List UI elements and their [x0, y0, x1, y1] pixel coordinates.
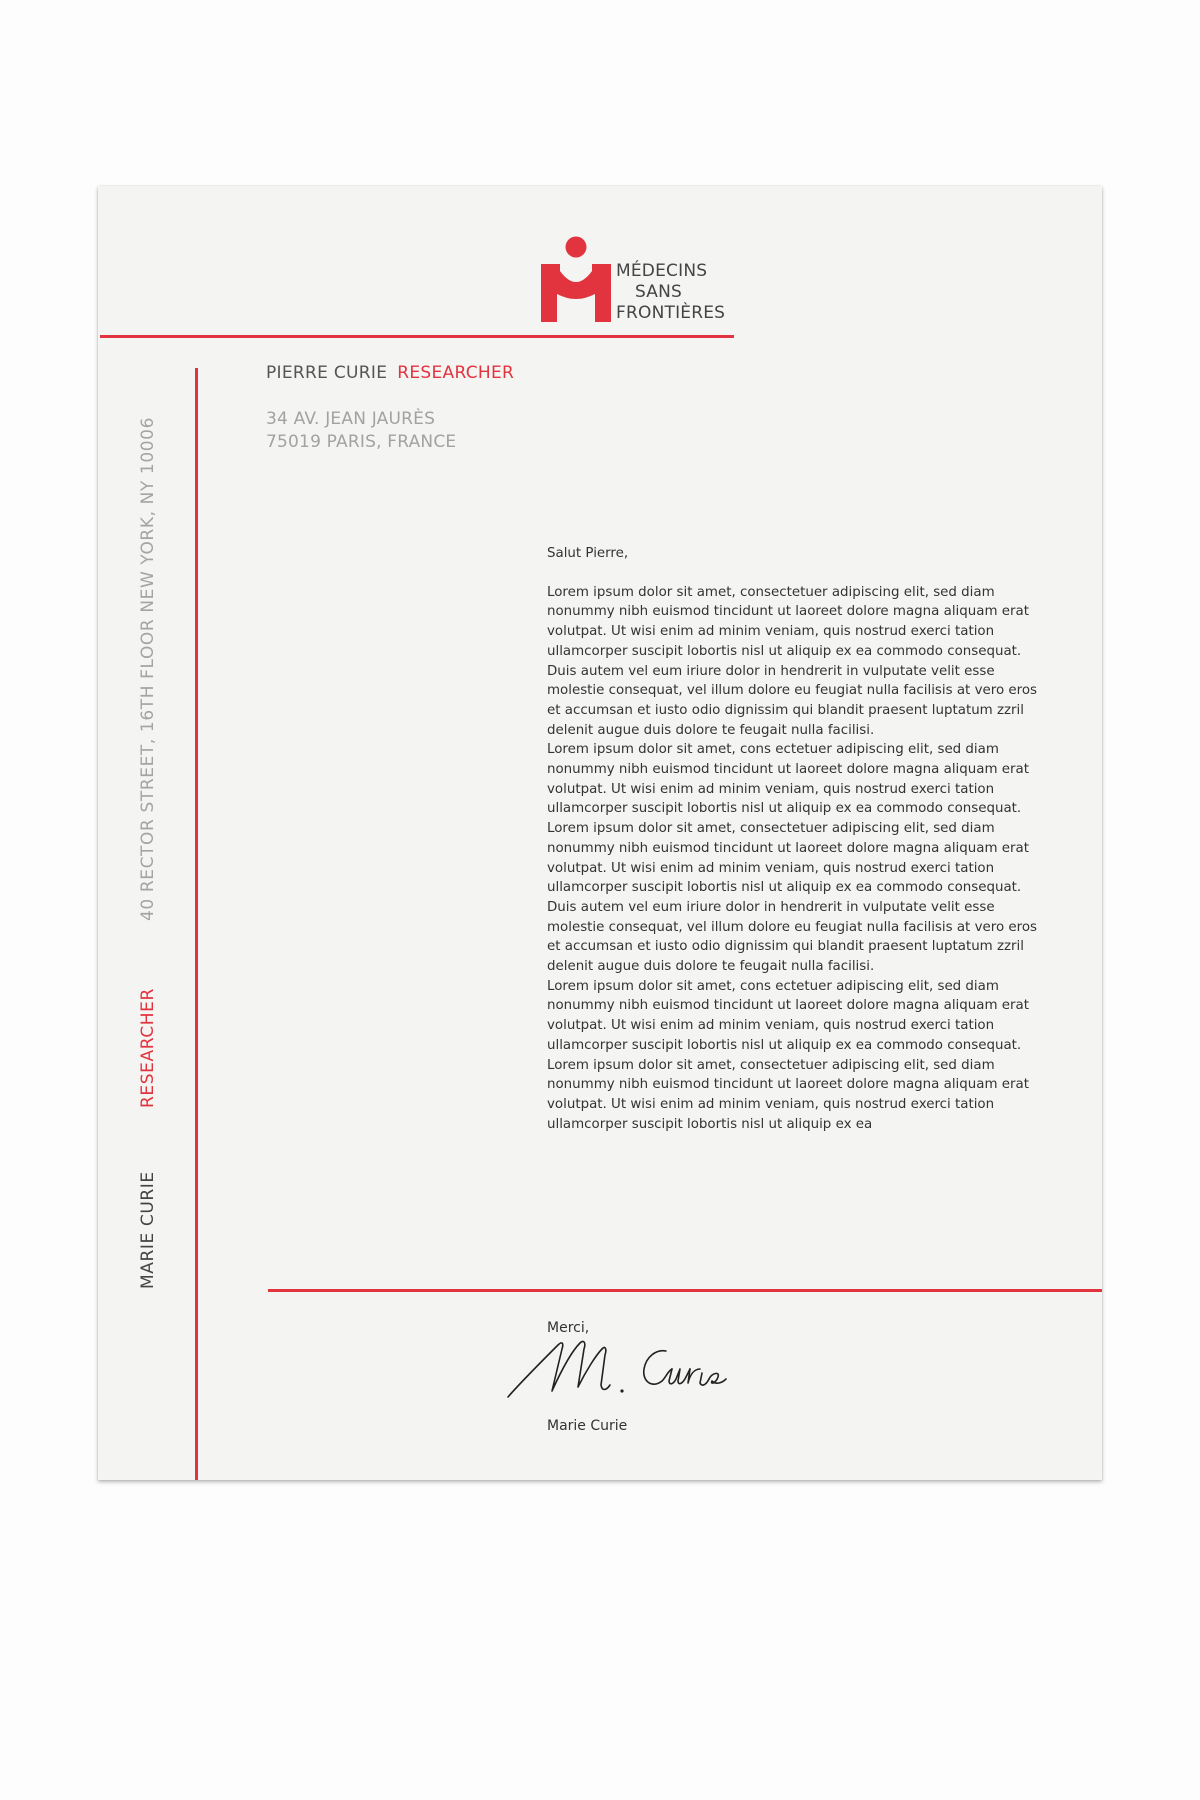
brand-line: MÉDECINS — [616, 261, 708, 281]
recipient-name: PIERRE CURIE — [266, 363, 388, 383]
letter-greeting: Salut Pierre, — [547, 546, 629, 561]
brand-wordmark — [616, 261, 725, 324]
recipient-address — [266, 408, 456, 454]
letter-paragraph: Lorem ipsum dolor sit amet, consectetuer adipiscing elit, sed diam nonummy nibh euismod tincidunt ut laoreet dolore magna aliquam erat volutpat. Ut wisi enim ad minim veniam, quis nostrud exerci tation ullamcorper suscipit lobortis nisl ut aliquip ex ea — [547, 1057, 1029, 1132]
sidebar-divider — [195, 368, 198, 1480]
msf-logo-icon — [541, 236, 611, 322]
recipient-heading — [266, 363, 514, 383]
letter-paragraph: Lorem ipsum dolor sit amet, consectetuer adipiscing elit, sed diam nonummy nibh euismod tincidunt ut laoreet dolore magna aliquam erat volutpat. Ut wisi enim ad minim veniam, quis nostrud exerci tation ullamcorper suscipit lobortis nisl ut aliquip ex ea commodo consequat. Duis autem vel eum iriure dolor in hendrerit in vulputate velit esse molestie consequat, vel illum dolore eu feugiat nulla facilisis at vero eros et accumsan et iusto odio dignissim qui blandit praesent luptatum zzril delenit augue duis dolore te feugait nulla facilisi. — [547, 821, 1038, 975]
address-line: 75019 PARIS, FRANCE — [266, 432, 457, 452]
recipient-role: RESEARCHER — [397, 363, 515, 383]
header-divider — [100, 335, 734, 338]
sidebar-sender-role: RESEARCHER — [138, 988, 158, 1108]
letter-paragraph: Lorem ipsum dolor sit amet, cons ectetuer adipiscing elit, sed diam nonummy nibh euismod tincidunt ut laoreet dolore magna aliquam erat volutpat. Ut wisi enim ad minim veniam, quis nostrud exerci tation ullamcorper suscipit lobortis nisl ut aliquip ex ea commodo consequat. — [547, 978, 1029, 1053]
letterhead-sheet — [98, 186, 1102, 1480]
sidebar-sender-address: 40 RECTOR STREET, 16TH FLOOR NEW YORK, NY 10006 — [138, 417, 158, 921]
letter-closing: Merci, — [547, 1320, 590, 1336]
brand-line: FRONTIÈRES — [616, 303, 726, 323]
handwritten-signature — [506, 1333, 728, 1403]
sidebar-sender-name: MARIE CURIE — [138, 1171, 158, 1289]
letter-paragraph: Lorem ipsum dolor sit amet, consectetuer adipiscing elit, sed diam nonummy nibh euismod tincidunt ut laoreet dolore magna aliquam erat volutpat. Ut wisi enim ad minim veniam, quis nostrud exerci tation ullamcorper suscipit lobortis nisl ut aliquip ex ea commodo consequat. Duis autem vel eum iriure dolor in hendrerit in vulputate velit esse molestie consequat, vel illum dolore eu feugiat nulla facilisis at vero eros et accumsan et iusto odio dignissim qui blandit praesent luptatum zzril delenit augue duis dolore te feugait nulla facilisi. — [547, 584, 1038, 738]
footer-divider — [268, 1289, 1102, 1292]
letter-paragraph: Lorem ipsum dolor sit amet, cons ectetuer adipiscing elit, sed diam nonummy nibh euismod tincidunt ut laoreet dolore magna aliquam erat volutpat. Ut wisi enim ad minim veniam, quis nostrud exerci tation ullamcorper suscipit lobortis nisl ut aliquip ex ea commodo consequat. — [547, 742, 1029, 817]
brand-line: SANS — [635, 282, 683, 302]
letter-body — [547, 544, 1047, 1134]
address-line: 34 AV. JEAN JAURÈS — [266, 409, 436, 429]
signer-name: Marie Curie — [547, 1418, 628, 1434]
